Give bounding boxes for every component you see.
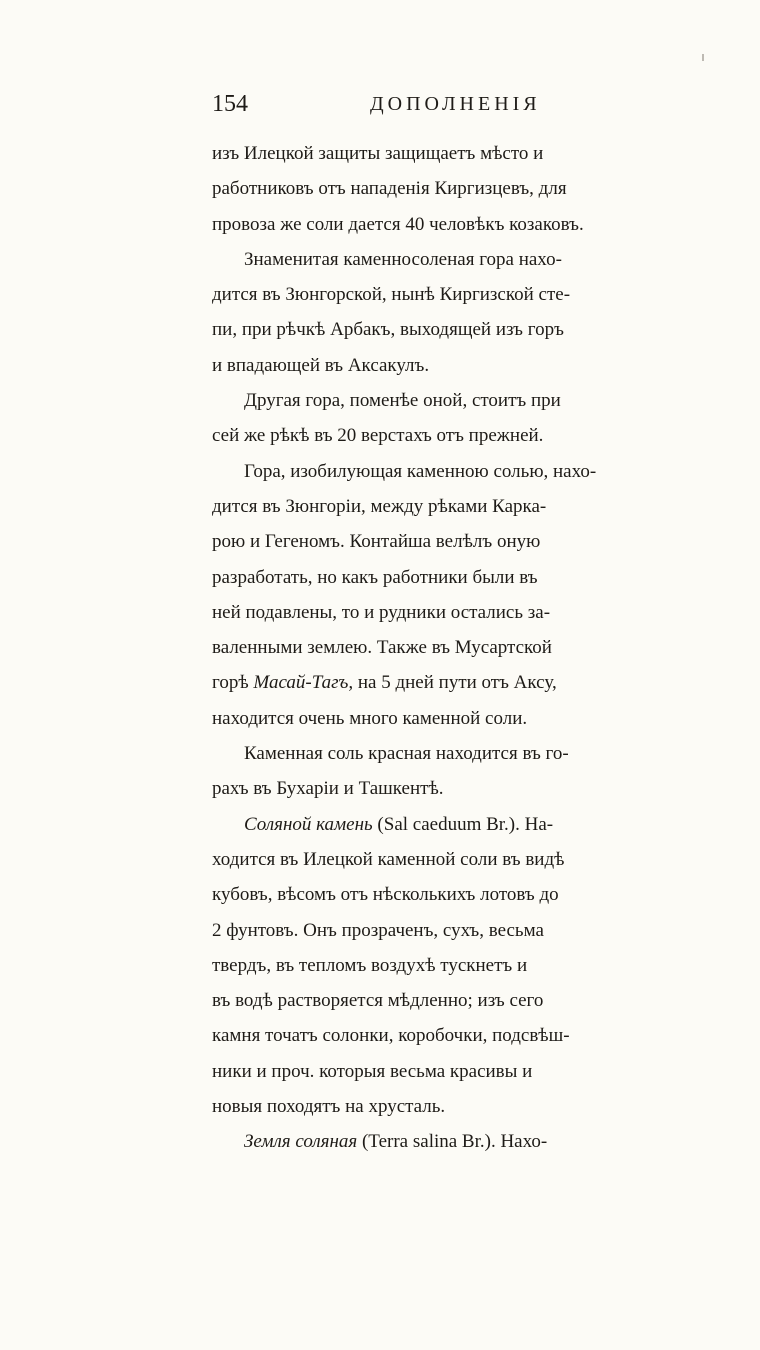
text-line: изъ Илецкой защиты защищаетъ мѣсто и — [212, 143, 544, 164]
margin-mark — [702, 54, 704, 61]
text-line: новыя походятъ на хрусталь. — [212, 1096, 446, 1118]
text-line: въ водѣ растворяется мѣдленно; изъ сего — [212, 990, 544, 1012]
text-line: и впадающей въ Аксакулъ. — [212, 354, 430, 376]
page-number: 154 — [212, 91, 248, 117]
text-line: твердъ, въ тепломъ воздухѣ тускнетъ и — [212, 954, 528, 976]
text-line: Знаменитая каменносоленая гора нахо- — [244, 248, 562, 270]
text-line: пи, при рѣчкѣ Арбакъ, выходящей изъ горъ — [212, 319, 564, 341]
text-line: провоза же соли дается 40 человѣкъ козаковъ. — [212, 213, 584, 235]
text-line: ней подавлены, то и рудники остались за- — [212, 601, 551, 623]
text-line: находится очень много каменной соли. — [212, 707, 528, 729]
page-header — [212, 86, 602, 122]
text-line: сей же рѣкѣ въ 20 верстахъ отъ прежней. — [212, 425, 544, 447]
text-line: разработать, но какъ работники были въ — [212, 566, 538, 588]
latin-term: (Terra salina Br.). Нахо- — [361, 1131, 548, 1153]
italic-place-name: Масай-Тагъ, — [253, 672, 354, 694]
text-line: ходится въ Илецкой каменной соли въ видѣ — [212, 848, 565, 870]
text-line: дится въ Зюнгорской, нынѣ Киргизской сте- — [212, 284, 571, 306]
text-line — [212, 665, 760, 700]
italic-term: Соляной камень — [244, 813, 373, 835]
text-line: Гора, изобилующая каменною солью, нахо- — [244, 460, 597, 482]
text-segment: на 5 дней пути отъ Аксу, — [357, 672, 557, 694]
text-line: Другая гора, поменѣе оной, стоитъ при — [244, 390, 561, 412]
latin-term: (Sal caeduum Br.). На- — [377, 813, 554, 835]
text-line: ники и проч. которыя весьма красивы и — [212, 1060, 533, 1082]
text-line: дится въ Зюнгоріи, между рѣками Карка- — [212, 495, 547, 517]
body-text — [212, 136, 760, 1160]
text-line — [212, 807, 760, 842]
running-head: ДОПОЛНЕНІЯ — [370, 93, 541, 115]
text-line: рахъ въ Бухаріи и Ташкентѣ. — [212, 778, 444, 800]
text-line: валенными землею. Также въ Мусартской — [212, 637, 552, 659]
text-segment: горѣ — [212, 672, 249, 694]
text-line: 2 фунтовъ. Онъ прозраченъ, сухъ, весьма — [212, 919, 544, 941]
text-line: рою и Гегеномъ. Контайша велѣлъ оную — [212, 531, 541, 553]
text-line: работниковъ отъ нападенія Киргизцевъ, для — [212, 178, 567, 200]
text-line: Каменная соль красная находится въ го- — [244, 743, 569, 765]
italic-term: Земля соляная — [244, 1131, 358, 1153]
text-line: камня точатъ солонки, коробочки, подсвѣш- — [212, 1025, 570, 1047]
text-line: кубовъ, вѣсомъ отъ нѣсколькихъ лотовъ до — [212, 884, 559, 906]
text-line — [212, 1124, 760, 1159]
